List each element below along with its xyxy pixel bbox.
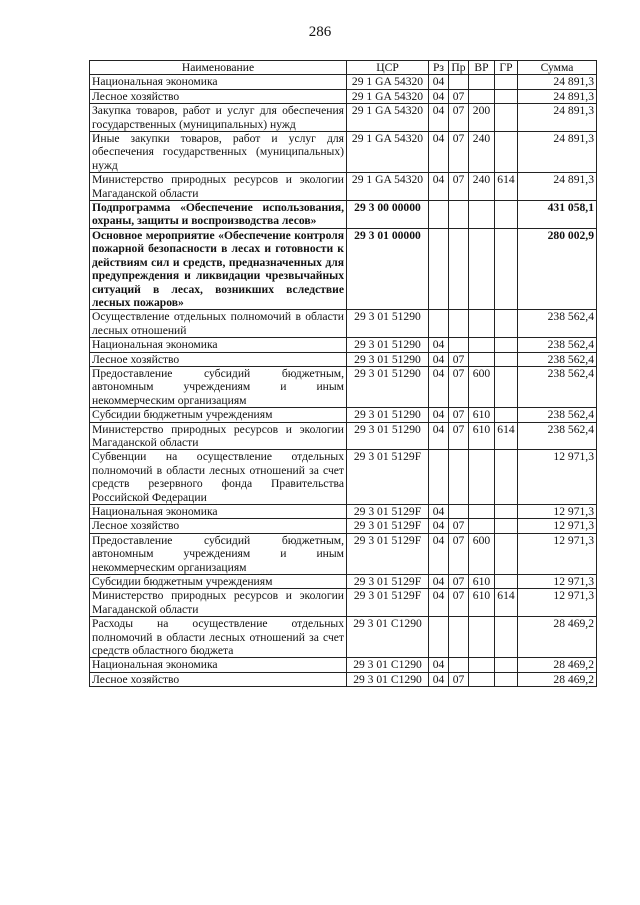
header-pr: Пр bbox=[449, 61, 469, 75]
cell-csr: 29 1 GA 54320 bbox=[347, 132, 429, 173]
cell-csr: 29 3 01 5129F bbox=[347, 575, 429, 589]
cell-csr: 29 3 01 51290 bbox=[347, 408, 429, 422]
cell-pr: 07 bbox=[449, 672, 469, 686]
cell-vr bbox=[469, 310, 495, 338]
cell-pr: 07 bbox=[449, 589, 469, 617]
table-row bbox=[90, 132, 597, 173]
cell-name: Министерство природных ресурсов и экологии Магаданской области bbox=[90, 173, 347, 201]
cell-name: Министерство природных ресурсов и экологии Магаданской области bbox=[90, 422, 347, 450]
cell-pr bbox=[449, 338, 469, 352]
cell-sum: 24 891,3 bbox=[518, 132, 597, 173]
cell-gr bbox=[495, 658, 518, 672]
cell-vr bbox=[469, 89, 495, 103]
header-gr: ГР bbox=[495, 61, 518, 75]
cell-sum: 12 971,3 bbox=[518, 450, 597, 505]
cell-gr bbox=[495, 617, 518, 658]
cell-rz: 04 bbox=[429, 422, 449, 450]
cell-gr bbox=[495, 310, 518, 338]
cell-gr bbox=[495, 519, 518, 533]
cell-pr bbox=[449, 450, 469, 505]
cell-name: Субсидии бюджетным учреждениям bbox=[90, 575, 347, 589]
cell-rz: 04 bbox=[429, 505, 449, 519]
cell-sum: 238 562,4 bbox=[518, 422, 597, 450]
cell-rz: 04 bbox=[429, 408, 449, 422]
cell-vr: 610 bbox=[469, 575, 495, 589]
cell-vr bbox=[469, 338, 495, 352]
cell-gr bbox=[495, 228, 518, 309]
cell-vr bbox=[469, 201, 495, 229]
cell-gr bbox=[495, 533, 518, 574]
header-rz: Рз bbox=[429, 61, 449, 75]
cell-csr: 29 3 01 5129F bbox=[347, 589, 429, 617]
cell-sum: 431 058,1 bbox=[518, 201, 597, 229]
cell-pr: 07 bbox=[449, 366, 469, 407]
cell-sum: 238 562,4 bbox=[518, 408, 597, 422]
cell-csr: 29 3 01 00000 bbox=[347, 228, 429, 309]
cell-vr bbox=[469, 75, 495, 89]
cell-csr: 29 3 01 51290 bbox=[347, 310, 429, 338]
cell-rz: 04 bbox=[429, 132, 449, 173]
cell-name: Осуществление отдельных полномочий в области лесных отношений bbox=[90, 310, 347, 338]
cell-gr bbox=[495, 104, 518, 132]
cell-vr bbox=[469, 228, 495, 309]
cell-pr bbox=[449, 505, 469, 519]
table-row bbox=[90, 533, 597, 574]
table-body bbox=[90, 75, 597, 687]
cell-name: Национальная экономика bbox=[90, 505, 347, 519]
cell-pr bbox=[449, 75, 469, 89]
cell-rz: 04 bbox=[429, 338, 449, 352]
cell-sum: 28 469,2 bbox=[518, 617, 597, 658]
cell-sum: 28 469,2 bbox=[518, 672, 597, 686]
cell-rz: 04 bbox=[429, 672, 449, 686]
table-row bbox=[90, 104, 597, 132]
cell-gr bbox=[495, 366, 518, 407]
cell-vr bbox=[469, 505, 495, 519]
cell-vr: 610 bbox=[469, 422, 495, 450]
cell-rz bbox=[429, 450, 449, 505]
cell-vr: 240 bbox=[469, 132, 495, 173]
cell-gr: 614 bbox=[495, 589, 518, 617]
header-sum: Сумма bbox=[518, 61, 597, 75]
cell-name: Лесное хозяйство bbox=[90, 519, 347, 533]
cell-csr: 29 1 GA 54320 bbox=[347, 104, 429, 132]
cell-pr bbox=[449, 658, 469, 672]
cell-rz: 04 bbox=[429, 173, 449, 201]
cell-csr: 29 3 01 С1290 bbox=[347, 658, 429, 672]
cell-rz: 04 bbox=[429, 575, 449, 589]
table-row bbox=[90, 366, 597, 407]
cell-name: Субсидии бюджетным учреждениям bbox=[90, 408, 347, 422]
table-row bbox=[90, 672, 597, 686]
cell-name: Предоставление субсидий бюджетным, автономным учреждениям и иным некоммерческим организациям bbox=[90, 366, 347, 407]
cell-gr: 614 bbox=[495, 422, 518, 450]
cell-gr bbox=[495, 352, 518, 366]
cell-csr: 29 3 01 5129F bbox=[347, 505, 429, 519]
cell-gr bbox=[495, 75, 518, 89]
cell-pr: 07 bbox=[449, 575, 469, 589]
cell-rz: 04 bbox=[429, 658, 449, 672]
table-row bbox=[90, 75, 597, 89]
table-row bbox=[90, 201, 597, 229]
cell-pr bbox=[449, 228, 469, 309]
cell-sum: 238 562,4 bbox=[518, 310, 597, 338]
cell-vr: 600 bbox=[469, 366, 495, 407]
cell-name: Лесное хозяйство bbox=[90, 352, 347, 366]
table-row bbox=[90, 658, 597, 672]
header-csr: ЦСР bbox=[347, 61, 429, 75]
cell-pr: 07 bbox=[449, 533, 469, 574]
cell-vr: 610 bbox=[469, 589, 495, 617]
cell-rz: 04 bbox=[429, 104, 449, 132]
cell-csr: 29 3 01 51290 bbox=[347, 338, 429, 352]
cell-name: Лесное хозяйство bbox=[90, 672, 347, 686]
cell-sum: 238 562,4 bbox=[518, 352, 597, 366]
cell-vr bbox=[469, 658, 495, 672]
page-number: 286 bbox=[308, 24, 332, 40]
table-row bbox=[90, 89, 597, 103]
cell-rz bbox=[429, 310, 449, 338]
table-row bbox=[90, 617, 597, 658]
cell-rz bbox=[429, 617, 449, 658]
cell-sum: 12 971,3 bbox=[518, 533, 597, 574]
table-row bbox=[90, 422, 597, 450]
cell-csr: 29 1 GA 54320 bbox=[347, 89, 429, 103]
cell-gr bbox=[495, 575, 518, 589]
cell-sum: 24 891,3 bbox=[518, 104, 597, 132]
cell-vr bbox=[469, 352, 495, 366]
cell-rz: 04 bbox=[429, 75, 449, 89]
cell-pr: 07 bbox=[449, 352, 469, 366]
table-row bbox=[90, 408, 597, 422]
header-name: Наименование bbox=[90, 61, 347, 75]
cell-csr: 29 3 01 С1290 bbox=[347, 672, 429, 686]
cell-sum: 24 891,3 bbox=[518, 89, 597, 103]
cell-sum: 24 891,3 bbox=[518, 75, 597, 89]
cell-gr bbox=[495, 505, 518, 519]
cell-rz: 04 bbox=[429, 519, 449, 533]
cell-csr: 29 3 01 С1290 bbox=[347, 617, 429, 658]
cell-name: Национальная экономика bbox=[90, 658, 347, 672]
cell-name: Лесное хозяйство bbox=[90, 89, 347, 103]
cell-csr: 29 1 GA 54320 bbox=[347, 75, 429, 89]
cell-gr bbox=[495, 89, 518, 103]
cell-name: Иные закупки товаров, работ и услуг для обеспечения государственных (муниципальных) нужд bbox=[90, 132, 347, 173]
cell-name: Расходы на осуществление отдельных полномочий в области лесных отношений за счет средств областного бюджета bbox=[90, 617, 347, 658]
cell-sum: 280 002,9 bbox=[518, 228, 597, 309]
cell-vr bbox=[469, 672, 495, 686]
cell-gr bbox=[495, 450, 518, 505]
header-vr: ВР bbox=[469, 61, 495, 75]
cell-name: Национальная экономика bbox=[90, 75, 347, 89]
cell-rz: 04 bbox=[429, 89, 449, 103]
cell-csr: 29 3 01 51290 bbox=[347, 422, 429, 450]
cell-rz bbox=[429, 228, 449, 309]
cell-gr bbox=[495, 201, 518, 229]
cell-csr: 29 3 01 5129F bbox=[347, 533, 429, 574]
cell-rz: 04 bbox=[429, 366, 449, 407]
cell-name: Субвенции на осуществление отдельных полномочий в области лесных отношений за счет средств резервного фонда Правительства Российской Федерации bbox=[90, 450, 347, 505]
cell-name: Предоставление субсидий бюджетным, автономным учреждениям и иным некоммерческим организациям bbox=[90, 533, 347, 574]
cell-sum: 12 971,3 bbox=[518, 575, 597, 589]
cell-sum: 12 971,3 bbox=[518, 519, 597, 533]
cell-gr bbox=[495, 408, 518, 422]
cell-vr: 610 bbox=[469, 408, 495, 422]
cell-pr: 07 bbox=[449, 519, 469, 533]
table-row bbox=[90, 519, 597, 533]
cell-rz: 04 bbox=[429, 589, 449, 617]
cell-name: Основное мероприятие «Обеспечение контроля пожарной безопасности в лесах и готовности к действиям сил и средств, предназначенных для предупреждения и ликвидации чрезвычайных ситуаций в лесах, возникших вследствие лесных пожаров» bbox=[90, 228, 347, 309]
table-row bbox=[90, 228, 597, 309]
cell-csr: 29 3 01 5129F bbox=[347, 519, 429, 533]
cell-rz: 04 bbox=[429, 352, 449, 366]
cell-pr: 07 bbox=[449, 132, 469, 173]
table-row bbox=[90, 589, 597, 617]
cell-pr bbox=[449, 310, 469, 338]
cell-vr: 200 bbox=[469, 104, 495, 132]
cell-pr: 07 bbox=[449, 104, 469, 132]
budget-table bbox=[89, 60, 597, 687]
cell-vr: 600 bbox=[469, 533, 495, 574]
cell-vr: 240 bbox=[469, 173, 495, 201]
cell-sum: 12 971,3 bbox=[518, 589, 597, 617]
table-row bbox=[90, 173, 597, 201]
cell-pr bbox=[449, 201, 469, 229]
cell-gr: 614 bbox=[495, 173, 518, 201]
table-row bbox=[90, 450, 597, 505]
cell-gr bbox=[495, 338, 518, 352]
cell-csr: 29 3 01 51290 bbox=[347, 366, 429, 407]
table-row bbox=[90, 310, 597, 338]
cell-vr bbox=[469, 617, 495, 658]
cell-csr: 29 3 01 5129F bbox=[347, 450, 429, 505]
cell-sum: 24 891,3 bbox=[518, 173, 597, 201]
cell-csr: 29 1 GA 54320 bbox=[347, 173, 429, 201]
cell-vr bbox=[469, 519, 495, 533]
cell-rz bbox=[429, 201, 449, 229]
cell-gr bbox=[495, 132, 518, 173]
cell-name: Национальная экономика bbox=[90, 338, 347, 352]
table-row bbox=[90, 338, 597, 352]
cell-pr: 07 bbox=[449, 89, 469, 103]
cell-sum: 238 562,4 bbox=[518, 366, 597, 407]
cell-vr bbox=[469, 450, 495, 505]
table-header-row bbox=[90, 61, 597, 75]
cell-sum: 28 469,2 bbox=[518, 658, 597, 672]
cell-pr: 07 bbox=[449, 408, 469, 422]
cell-pr bbox=[449, 617, 469, 658]
cell-rz: 04 bbox=[429, 533, 449, 574]
cell-csr: 29 3 01 51290 bbox=[347, 352, 429, 366]
cell-name: Министерство природных ресурсов и экологии Магаданской области bbox=[90, 589, 347, 617]
cell-gr bbox=[495, 672, 518, 686]
cell-name: Закупка товаров, работ и услуг для обеспечения государственных (муниципальных) нужд bbox=[90, 104, 347, 132]
cell-sum: 12 971,3 bbox=[518, 505, 597, 519]
table-row bbox=[90, 352, 597, 366]
cell-sum: 238 562,4 bbox=[518, 338, 597, 352]
cell-pr: 07 bbox=[449, 173, 469, 201]
cell-csr: 29 3 00 00000 bbox=[347, 201, 429, 229]
cell-name: Подпрограмма «Обеспечение использования, охраны, защиты и воспроизводства лесов» bbox=[90, 201, 347, 229]
table-row bbox=[90, 575, 597, 589]
cell-pr: 07 bbox=[449, 422, 469, 450]
table-row bbox=[90, 505, 597, 519]
